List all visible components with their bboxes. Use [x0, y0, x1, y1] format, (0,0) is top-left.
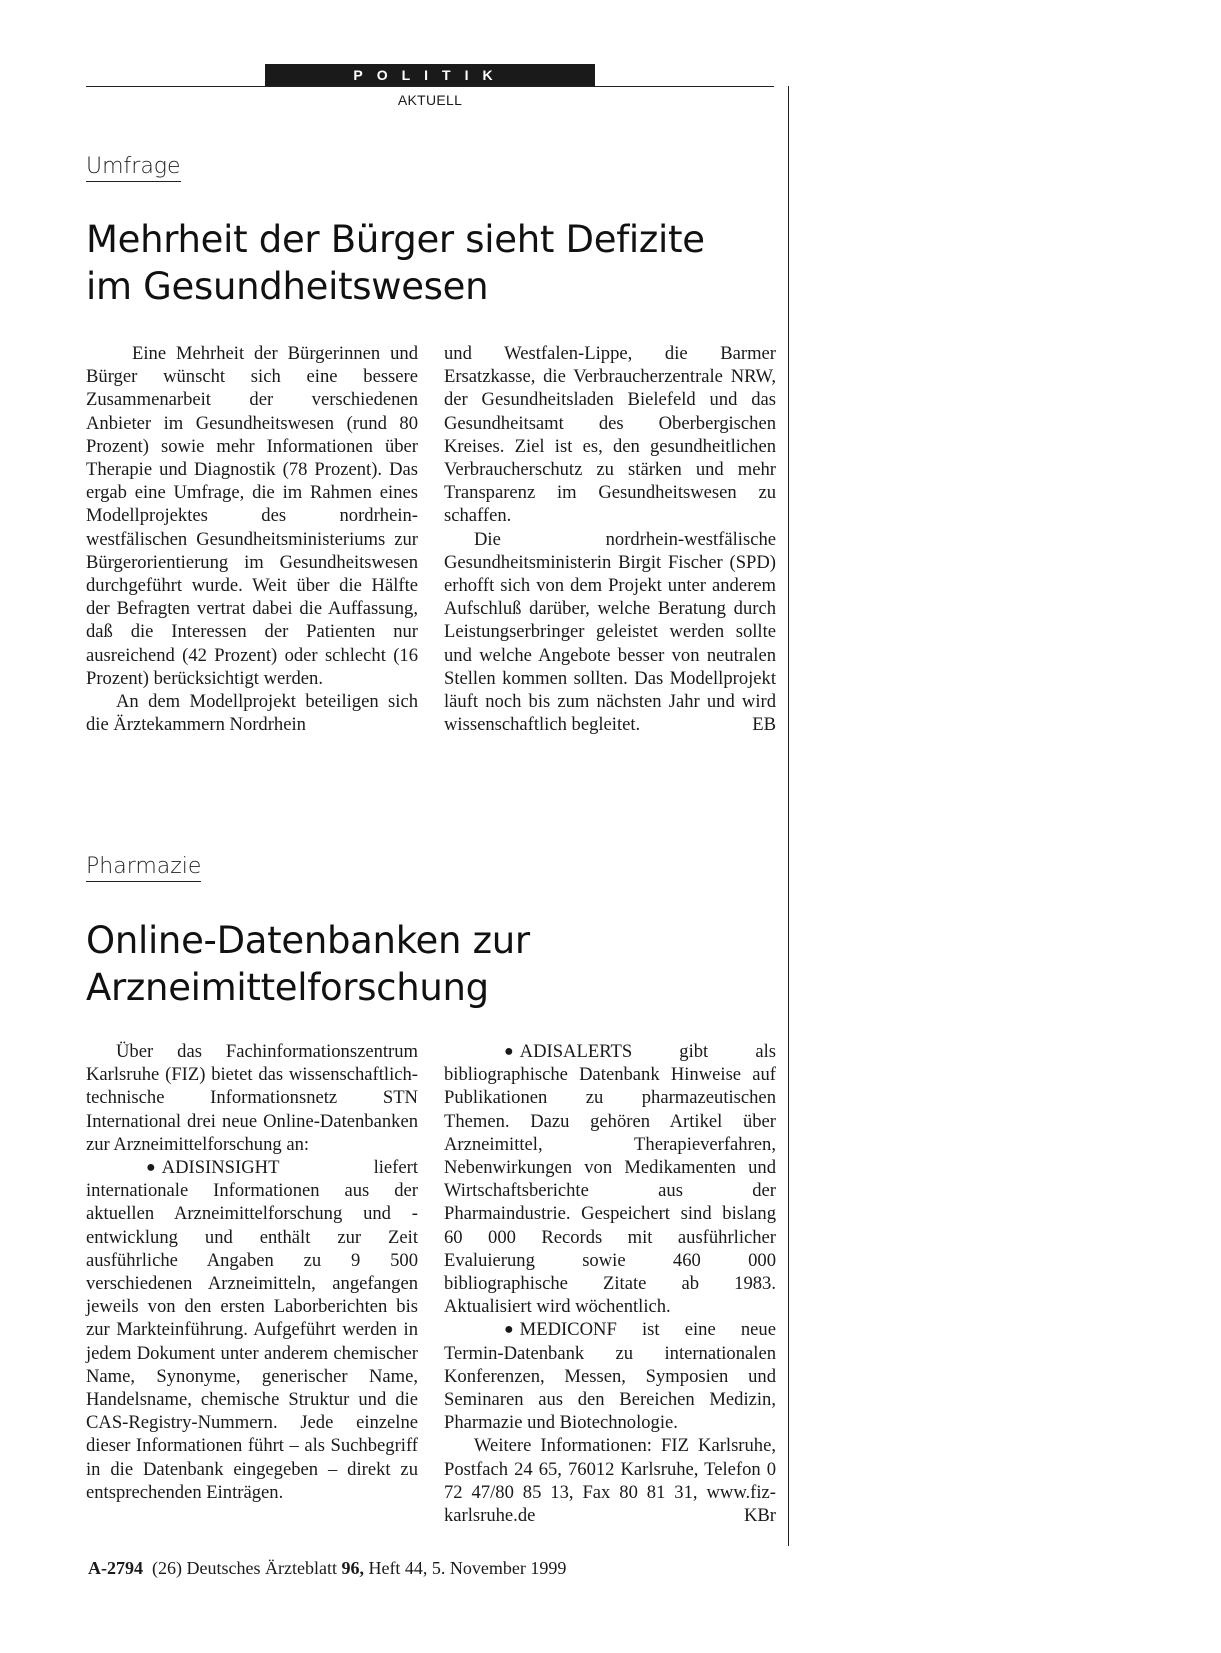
- footer-volume: 96,: [341, 1558, 364, 1578]
- article1-paragraph-text: Die nordrhein-westfälische Gesundheitsministerin Birgit Fischer (SPD) erhofft sich von dem Projekt unter anderem Aufschluß darüber, welche Beratung durch Leistungserbringer geleistet werden sollte und welche Angebote besser von neutralen Stellen kommen sollten. Das Modellprojekt läuft noch bis zum nächsten Jahr und wird wissenschaftlich begleitet.: [444, 528, 776, 736]
- footer-journal: Deutsches Ärzteblatt: [186, 1558, 337, 1578]
- article2-title: [86, 917, 786, 1011]
- article2-paragraph-text: ADISINSIGHT liefert internationale Informationen aus der aktuellen Arzneimittelforschung und -entwicklung und enthält zur Zeit ausführliche Angaben zu 9 500 verschiedenen Arzneimitteln, angefangen jeweils von den ersten Laborberichten bis zur Markteinführung. Aufgeführt werden in jedem Dokument unter anderem chemischer Name, Synonyme, generischer Name, Handelsname, chemische Struktur und die CAS-Registry-Nummern. Jede einzelne dieser Informationen führt – als Suchbegriff in die Datenbank eingegeben – direkt zu entsprechenden Einträgen.: [86, 1157, 418, 1503]
- article1-title: [86, 216, 786, 310]
- article2-paragraph: [444, 1318, 776, 1434]
- article2-paragraph-text: Weitere Informationen: FIZ Karlsruhe, Postfach 24 65, 76012 Karlsruhe, Telefon 0 72 47/80 85 13, Fax 80 81 31, www.fiz-karlsruhe.de: [444, 1435, 776, 1527]
- bullet-icon: ●: [504, 1321, 514, 1339]
- article1-paragraph: Eine Mehrheit der Bürgerinnen und Bürger wünscht sich eine bessere Zusammenarbeit der verschiedenen Anbieter im Gesundheitswesen (rund 80 Prozent) sowie mehr Informationen über Therapie und Diagnostik (78 Prozent). Das ergab eine Umfrage, die im Rahmen eines Modellprojektes des nordrhein-westfälischen Gesundheitsministeriums zur Bürgerorientierung im Gesundheitswesen durchgeführt wurde. Weit über die Hälfte der Befragten vertrat dabei die Auffassung, daß die Interessen der Patienten nur ausreichend (42 Prozent) oder schlecht (16 Prozent) berücksichtigt werden.: [86, 343, 418, 689]
- article2-paragraph: [444, 1040, 776, 1318]
- article1-title-line2: im Gesundheitswesen: [86, 265, 489, 308]
- article2-signature: KBr: [743, 1505, 776, 1527]
- article2-title-line2: Arzneimittelforschung: [86, 966, 489, 1009]
- article1-paragraph: An dem Modellprojekt beteiligen sich die Ärztekammern Nordrhein: [86, 691, 418, 736]
- footer-issue: Heft 44, 5. November 1999: [368, 1558, 567, 1578]
- top-rule: [86, 86, 774, 87]
- bullet-icon: ●: [146, 1159, 156, 1177]
- article2-column-left: [86, 1040, 418, 1504]
- article1-paragraph: [444, 528, 776, 737]
- subsection-label: AKTUELL: [397, 92, 463, 108]
- bullet-icon: ●: [504, 1043, 514, 1060]
- column-rule: [788, 86, 789, 1546]
- article2-paragraph-text: MEDICONF ist eine neue Termin-Datenbank zu internationalen Konferenzen, Messen, Symposien und Seminaren aus den Bereichen Medizin, Pharmazie und Biotechnologie.: [444, 1319, 776, 1434]
- article2-column-right: [444, 1040, 776, 1527]
- article1-kicker: Umfrage: [86, 154, 181, 182]
- article2-kicker: Pharmazie: [86, 854, 201, 882]
- article1-paragraph: und Westfalen-Lippe, die Barmer Ersatzkasse, die Verbraucherzentrale NRW, der Gesundheitsladen Bielefeld und das Gesundheitsamt des Oberbergischen Kreises. Ziel ist es, den gesundheitlichen Verbraucherschutz zu stärken und mehr Transparenz im Gesundheitswesen zu schaffen.: [444, 343, 776, 527]
- article1-signature: EB: [752, 714, 776, 736]
- article2-paragraph-text: ADISALERTS gibt als bibliographische Datenbank Hinweise auf Publikationen zu pharmazeutischen Themen. Dazu gehören Artikel über Arzneimittel, Therapieverfahren, Nebenwirkungen von Medikamenten und Wirtschaftsberichte aus der Pharmaindustrie. Gespeichert sind bislang 60 000 Records mit ausführlicher Evaluierung sowie 460 000 bibliographische Zitate ab 1983. Aktualisiert wird wöchentlich.: [444, 1041, 776, 1318]
- footer-page-number: (26): [152, 1558, 182, 1578]
- article2-paragraph: [86, 1156, 418, 1504]
- page-footer: [88, 1558, 566, 1579]
- article2-paragraph: Über das Fachinformationszentrum Karlsruhe (FIZ) bietet das wissenschaftlich-technische Informationsnetz STN International drei neue Online-Datenbanken zur Arzneimittelforschung an:: [86, 1041, 418, 1155]
- article2-title-line1: Online-Datenbanken zur: [86, 919, 530, 962]
- section-label: POLITIK: [265, 64, 595, 86]
- article1-column-left: [86, 342, 418, 736]
- article2-paragraph: [444, 1434, 776, 1527]
- article1-title-line1: Mehrheit der Bürger sieht Defizite: [86, 218, 705, 261]
- article1-column-right: [444, 342, 776, 736]
- footer-page-code: A-2794: [88, 1558, 143, 1578]
